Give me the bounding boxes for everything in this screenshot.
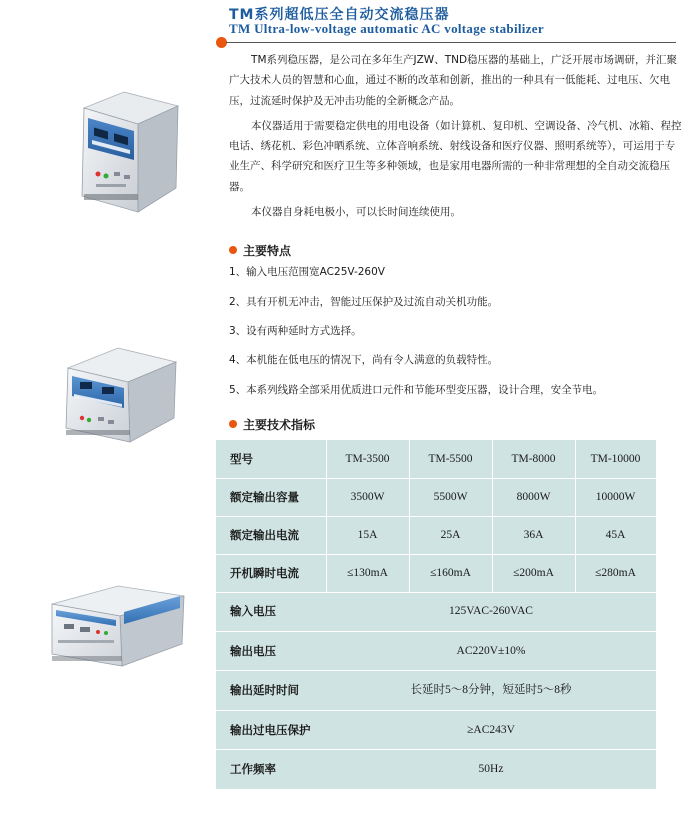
table-cell: ≤280mA xyxy=(595,567,636,579)
intro-text xyxy=(229,50,684,222)
title-divider xyxy=(226,42,676,43)
row-label: 工作频率 xyxy=(230,762,276,776)
product-image-stabilizer-2 xyxy=(58,338,180,450)
table-cell: ≤130mA xyxy=(347,567,388,579)
features-heading-text: 主要特点 xyxy=(243,244,292,258)
table-row xyxy=(216,711,656,749)
intro-paragraph: TM系列稳压器，是公司在多年生产JZW、TND稳压器的基础上，广泛开展市场调研，并汇聚广大技术人员的智慧和心血，通过不断的改革和创新，推出的一种具有一低能耗、过电压、欠电压，过流延时保护及无冲击功能的全新概念产品。 xyxy=(229,54,678,107)
product-image-stabilizer-1 xyxy=(54,88,180,218)
row-label: 输出延时时间 xyxy=(230,683,299,697)
table-cell: ≤160mA xyxy=(430,567,471,579)
page-title-en: TM Ultra-low-voltage automatic AC voltage stabilizer xyxy=(229,21,544,36)
table-row xyxy=(216,671,656,709)
table-row xyxy=(216,440,656,478)
row-label: 开机瞬时电流 xyxy=(230,566,299,580)
row-label: 额定输出电流 xyxy=(230,528,299,542)
row-label: 输入电压 xyxy=(230,604,276,618)
bullet-icon xyxy=(229,246,237,254)
table-cell: ≤200mA xyxy=(513,567,554,579)
table-row xyxy=(216,554,656,592)
table-cell: 3500W xyxy=(350,491,385,503)
table-cell: 15A xyxy=(357,529,378,541)
table-cell: 25A xyxy=(440,529,461,541)
row-label: 输出过电压保护 xyxy=(230,723,311,737)
table-cell: 50Hz xyxy=(478,763,504,775)
table-row xyxy=(216,478,656,516)
spec-table xyxy=(216,440,656,789)
feature-item: 5、本系列线路全部采用优质进口元件和节能环型变压器，设计合理，安全节电。 xyxy=(229,384,604,396)
product-image-stabilizer-3 xyxy=(48,582,186,678)
specs-heading-text: 主要技术指标 xyxy=(243,418,316,432)
table-cell: TM-8000 xyxy=(511,453,556,465)
table-row xyxy=(216,632,656,670)
table-cell: 36A xyxy=(523,529,544,541)
feature-item: 4、本机能在低电压的情况下，尚有令人满意的负载特性。 xyxy=(229,354,499,366)
bullet-icon xyxy=(229,420,237,428)
table-cell: 125VAC-260VAC xyxy=(449,605,533,617)
table-cell: 长延时5～8分钟，短延时5～8秒 xyxy=(410,684,572,696)
table-cell: TM-5500 xyxy=(428,453,473,465)
row-label: 额定输出容量 xyxy=(230,490,299,504)
feature-item: 2、具有开机无冲击，智能过压保护及过流自动关机功能。 xyxy=(229,296,499,308)
table-row xyxy=(216,516,656,554)
specs-heading xyxy=(229,416,315,433)
table-cell: TM-3500 xyxy=(345,453,390,465)
row-label: 输出电压 xyxy=(230,644,276,658)
table-cell: 8000W xyxy=(516,491,551,503)
table-cell: 5500W xyxy=(433,491,468,503)
feature-item: 1、输入电压范围宽AC25V-260V xyxy=(229,266,385,278)
page-title-cn: TM系列超低压全自动交流稳压器 xyxy=(229,7,450,23)
table-cell: 10000W xyxy=(595,491,636,503)
table-cell: ≥AC243V xyxy=(467,724,515,736)
table-row xyxy=(216,750,656,788)
table-row xyxy=(216,592,656,630)
intro-paragraph: 本仪器自身耗电极小，可以长时间连续使用。 xyxy=(251,206,462,219)
features-heading xyxy=(229,242,291,259)
table-cell: 45A xyxy=(605,529,626,541)
feature-item: 3、设有两种延时方式选择。 xyxy=(229,325,362,337)
intro-paragraph: 本仪器适用于需要稳定供电的用电设备（如计算机、复印机、空调设备、冷气机、冰箱、程控电话、绣花机、彩色冲晒系统、立体音响系统、射线设备和医疗仪器、照明系统等），可运用于专业生产、科学研究和医疗卫生等多种领域，也是家用电器所需的一种非常理想的全自动交流稳压器。 xyxy=(229,119,682,193)
table-cell: TM-10000 xyxy=(590,453,641,465)
row-label: 型号 xyxy=(230,452,253,466)
table-cell: AC220V±10% xyxy=(456,645,526,657)
